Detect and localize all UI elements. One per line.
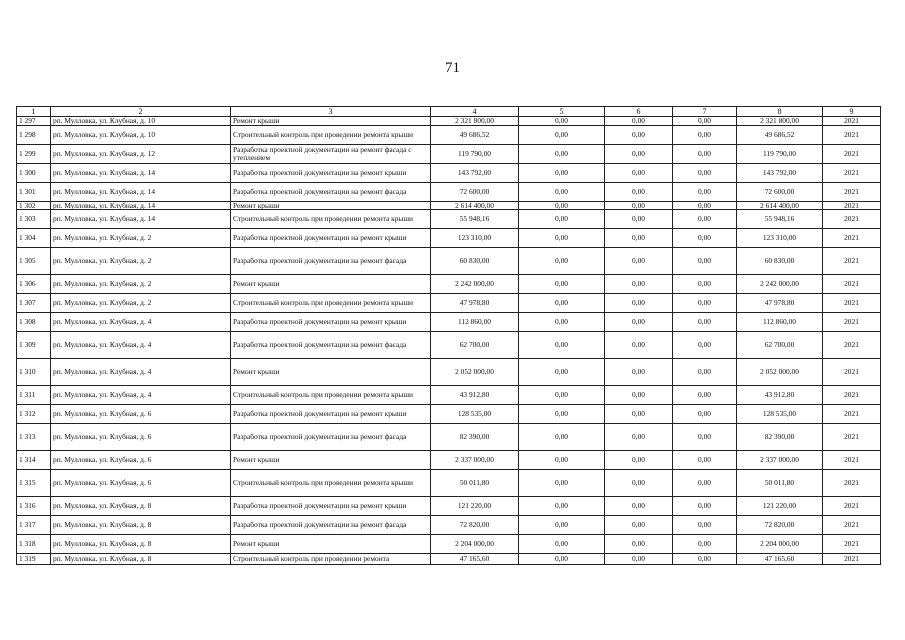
row-number-cell: 1 318 (17, 535, 51, 554)
column-6-cell: 0,00 (605, 201, 673, 210)
column-8-cell: 72 820,00 (737, 516, 823, 535)
column-7-cell: 0,00 (673, 275, 737, 294)
total-cost-cell: 72 600,00 (431, 182, 519, 201)
work-type-cell: Ремонт крыши (231, 451, 431, 470)
column-7-cell: 0,00 (673, 182, 737, 201)
column-5-cell: 0,00 (519, 201, 605, 210)
column-6-cell: 0,00 (605, 405, 673, 424)
work-type-cell: Строительный контроль при проведении ремонта (231, 554, 431, 565)
total-cost-cell: 47 978,80 (431, 294, 519, 313)
address-cell: рп. Мулловка, ул. Клубная, д. 4 (51, 313, 231, 332)
column-6-cell: 0,00 (605, 117, 673, 126)
year-cell: 2021 (823, 424, 881, 451)
address-cell: рп. Мулловка, ул. Клубная, д. 14 (51, 210, 231, 229)
work-type-cell: Разработка проектной документации на ремонт фасада (231, 248, 431, 275)
column-5-cell: 0,00 (519, 313, 605, 332)
total-cost-cell: 47 165,60 (431, 554, 519, 565)
column-6-cell: 0,00 (605, 535, 673, 554)
column-5-cell: 0,00 (519, 210, 605, 229)
column-7-cell: 0,00 (673, 294, 737, 313)
column-7-cell: 0,00 (673, 229, 737, 248)
column-6-cell: 0,00 (605, 451, 673, 470)
table-row (17, 516, 881, 535)
column-8-cell: 2 242 000,00 (737, 275, 823, 294)
column-7-cell: 0,00 (673, 313, 737, 332)
column-5-cell: 0,00 (519, 163, 605, 182)
column-8-cell: 119 790,00 (737, 144, 823, 163)
address-cell: рп. Мулловка, ул. Клубная, д. 6 (51, 405, 231, 424)
row-number-cell: 1 308 (17, 313, 51, 332)
year-cell: 2021 (823, 470, 881, 497)
column-7-cell: 0,00 (673, 554, 737, 565)
column-6-cell: 0,00 (605, 294, 673, 313)
address-cell: рп. Мулловка, ул. Клубная, д. 2 (51, 294, 231, 313)
work-type-cell: Строительный контроль при проведении ремонта крыши (231, 210, 431, 229)
address-cell: рп. Мулловка, ул. Клубная, д. 6 (51, 424, 231, 451)
table-row (17, 144, 881, 163)
year-cell: 2021 (823, 229, 881, 248)
column-8-cell: 121 220,00 (737, 497, 823, 516)
address-cell: рп. Мулловка, ул. Клубная, д. 12 (51, 144, 231, 163)
year-cell: 2021 (823, 497, 881, 516)
column-5-cell: 0,00 (519, 125, 605, 144)
column-6-cell: 0,00 (605, 332, 673, 359)
column-5-cell: 0,00 (519, 182, 605, 201)
column-8-cell: 82 390,00 (737, 424, 823, 451)
column-8-cell: 112 860,00 (737, 313, 823, 332)
address-cell: рп. Мулловка, ул. Клубная, д. 6 (51, 470, 231, 497)
row-number-cell: 1 315 (17, 470, 51, 497)
table-row (17, 332, 881, 359)
column-6-cell: 0,00 (605, 144, 673, 163)
year-cell: 2021 (823, 332, 881, 359)
row-number-cell: 1 310 (17, 359, 51, 386)
column-7-cell: 0,00 (673, 386, 737, 405)
year-cell: 2021 (823, 535, 881, 554)
table-row (17, 294, 881, 313)
table-row (17, 470, 881, 497)
total-cost-cell: 119 790,00 (431, 144, 519, 163)
work-type-cell: Разработка проектной документации на ремонт крыши (231, 313, 431, 332)
column-7-cell: 0,00 (673, 248, 737, 275)
row-number-cell: 1 312 (17, 405, 51, 424)
year-cell: 2021 (823, 144, 881, 163)
year-cell: 2021 (823, 201, 881, 210)
table-row (17, 182, 881, 201)
row-number-cell: 1 302 (17, 201, 51, 210)
column-6-cell: 0,00 (605, 386, 673, 405)
row-number-cell: 1 300 (17, 163, 51, 182)
column-7-cell: 0,00 (673, 163, 737, 182)
address-cell: рп. Мулловка, ул. Клубная, д. 8 (51, 516, 231, 535)
column-6-cell: 0,00 (605, 210, 673, 229)
header-cell: 5 (519, 107, 605, 117)
address-cell: рп. Мулловка, ул. Клубная, д. 8 (51, 554, 231, 565)
table-row (17, 163, 881, 182)
table-header (17, 107, 881, 117)
header-cell: 3 (231, 107, 431, 117)
year-cell: 2021 (823, 210, 881, 229)
year-cell: 2021 (823, 554, 881, 565)
column-5-cell: 0,00 (519, 554, 605, 565)
address-cell: рп. Мулловка, ул. Клубная, д. 4 (51, 386, 231, 405)
year-cell: 2021 (823, 117, 881, 126)
column-8-cell: 47 978,80 (737, 294, 823, 313)
table-row (17, 386, 881, 405)
work-type-cell: Ремонт крыши (231, 117, 431, 126)
work-type-cell: Ремонт крыши (231, 359, 431, 386)
header-cell: 7 (673, 107, 737, 117)
work-type-cell: Строительный контроль при проведении ремонта крыши (231, 125, 431, 144)
column-6-cell: 0,00 (605, 359, 673, 386)
year-cell: 2021 (823, 163, 881, 182)
row-number-cell: 1 299 (17, 144, 51, 163)
column-8-cell: 2 204 000,00 (737, 535, 823, 554)
column-7-cell: 0,00 (673, 424, 737, 451)
header-cell: 8 (737, 107, 823, 117)
address-cell: рп. Мулловка, ул. Клубная, д. 14 (51, 201, 231, 210)
year-cell: 2021 (823, 275, 881, 294)
table-row (17, 405, 881, 424)
row-number-cell: 1 305 (17, 248, 51, 275)
column-7-cell: 0,00 (673, 405, 737, 424)
column-5-cell: 0,00 (519, 332, 605, 359)
column-6-cell: 0,00 (605, 424, 673, 451)
address-cell: рп. Мулловка, ул. Клубная, д. 2 (51, 275, 231, 294)
column-6-cell: 0,00 (605, 248, 673, 275)
total-cost-cell: 2 321 800,00 (431, 117, 519, 126)
total-cost-cell: 2 614 400,00 (431, 201, 519, 210)
column-7-cell: 0,00 (673, 497, 737, 516)
column-6-cell: 0,00 (605, 470, 673, 497)
total-cost-cell: 50 011,80 (431, 470, 519, 497)
address-cell: рп. Мулловка, ул. Клубная, д. 14 (51, 182, 231, 201)
work-type-cell: Разработка проектной документации на ремонт крыши (231, 405, 431, 424)
row-number-cell: 1 298 (17, 125, 51, 144)
column-7-cell: 0,00 (673, 470, 737, 497)
address-cell: рп. Мулловка, ул. Клубная, д. 14 (51, 163, 231, 182)
header-cell: 2 (51, 107, 231, 117)
table-row (17, 229, 881, 248)
total-cost-cell: 55 948,16 (431, 210, 519, 229)
header-cell: 1 (17, 107, 51, 117)
total-cost-cell: 2 242 000,00 (431, 275, 519, 294)
column-7-cell: 0,00 (673, 144, 737, 163)
column-5-cell: 0,00 (519, 405, 605, 424)
row-number-cell: 1 304 (17, 229, 51, 248)
column-5-cell: 0,00 (519, 359, 605, 386)
row-number-cell: 1 316 (17, 497, 51, 516)
year-cell: 2021 (823, 313, 881, 332)
column-8-cell: 43 912,80 (737, 386, 823, 405)
column-8-cell: 123 310,00 (737, 229, 823, 248)
work-type-cell: Разработка проектной документации на ремонт крыши (231, 163, 431, 182)
row-number-cell: 1 303 (17, 210, 51, 229)
column-6-cell: 0,00 (605, 125, 673, 144)
column-6-cell: 0,00 (605, 275, 673, 294)
column-7-cell: 0,00 (673, 117, 737, 126)
total-cost-cell: 112 860,00 (431, 313, 519, 332)
table-row (17, 248, 881, 275)
column-7-cell: 0,00 (673, 201, 737, 210)
header-cell: 6 (605, 107, 673, 117)
work-type-cell: Ремонт крыши (231, 535, 431, 554)
table-row (17, 313, 881, 332)
total-cost-cell: 62 700,00 (431, 332, 519, 359)
column-8-cell: 47 165,60 (737, 554, 823, 565)
column-5-cell: 0,00 (519, 451, 605, 470)
work-type-cell: Разработка проектной документации на ремонт фасада (231, 424, 431, 451)
page-number: 71 (445, 60, 460, 76)
column-8-cell: 72 600,00 (737, 182, 823, 201)
column-8-cell: 2 052 000,00 (737, 359, 823, 386)
address-cell: рп. Мулловка, ул. Клубная, д. 10 (51, 125, 231, 144)
address-cell: рп. Мулловка, ул. Клубная, д. 6 (51, 451, 231, 470)
column-6-cell: 0,00 (605, 182, 673, 201)
work-type-cell: Ремонт крыши (231, 201, 431, 210)
year-cell: 2021 (823, 451, 881, 470)
column-5-cell: 0,00 (519, 275, 605, 294)
work-type-cell: Строительный контроль при проведении ремонта крыши (231, 294, 431, 313)
work-type-cell: Разработка проектной документации на ремонт фасада (231, 516, 431, 535)
column-7-cell: 0,00 (673, 210, 737, 229)
column-5-cell: 0,00 (519, 117, 605, 126)
total-cost-cell: 49 686,52 (431, 125, 519, 144)
column-7-cell: 0,00 (673, 535, 737, 554)
column-6-cell: 0,00 (605, 229, 673, 248)
column-5-cell: 0,00 (519, 424, 605, 451)
table-row (17, 210, 881, 229)
table-row (17, 554, 881, 565)
work-type-cell: Строительный контроль при проведении ремонта крыши (231, 386, 431, 405)
column-6-cell: 0,00 (605, 313, 673, 332)
column-8-cell: 60 830,00 (737, 248, 823, 275)
column-8-cell: 128 535,00 (737, 405, 823, 424)
table-row (17, 424, 881, 451)
column-7-cell: 0,00 (673, 359, 737, 386)
column-8-cell: 49 686,52 (737, 125, 823, 144)
year-cell: 2021 (823, 405, 881, 424)
address-cell: рп. Мулловка, ул. Клубная, д. 2 (51, 248, 231, 275)
header-cell: 9 (823, 107, 881, 117)
table-row (17, 275, 881, 294)
total-cost-cell: 43 912,80 (431, 386, 519, 405)
year-cell: 2021 (823, 248, 881, 275)
column-5-cell: 0,00 (519, 229, 605, 248)
address-cell: рп. Мулловка, ул. Клубная, д. 4 (51, 332, 231, 359)
column-6-cell: 0,00 (605, 516, 673, 535)
total-cost-cell: 123 310,00 (431, 229, 519, 248)
column-8-cell: 2 321 800,00 (737, 117, 823, 126)
work-type-cell: Разработка проектной документации на ремонт фасада (231, 332, 431, 359)
work-type-cell: Разработка проектной документации на ремонт крыши (231, 497, 431, 516)
year-cell: 2021 (823, 182, 881, 201)
column-8-cell: 62 700,00 (737, 332, 823, 359)
total-cost-cell: 128 535,00 (431, 405, 519, 424)
table-row (17, 117, 881, 126)
table-row (17, 451, 881, 470)
column-8-cell: 55 948,16 (737, 210, 823, 229)
address-cell: рп. Мулловка, ул. Клубная, д. 2 (51, 229, 231, 248)
column-8-cell: 2 337 000,00 (737, 451, 823, 470)
row-number-cell: 1 297 (17, 117, 51, 126)
row-number-cell: 1 309 (17, 332, 51, 359)
column-6-cell: 0,00 (605, 554, 673, 565)
table-row (17, 125, 881, 144)
column-8-cell: 2 614 400,00 (737, 201, 823, 210)
total-cost-cell: 60 830,00 (431, 248, 519, 275)
row-number-cell: 1 313 (17, 424, 51, 451)
total-cost-cell: 2 204 000,00 (431, 535, 519, 554)
row-number-cell: 1 306 (17, 275, 51, 294)
work-type-cell: Разработка проектной документации на ремонт фасада с утеплением (231, 144, 431, 163)
repair-schedule-table (16, 106, 881, 565)
total-cost-cell: 143 792,00 (431, 163, 519, 182)
column-5-cell: 0,00 (519, 144, 605, 163)
total-cost-cell: 121 220,00 (431, 497, 519, 516)
total-cost-cell: 2 337 000,00 (431, 451, 519, 470)
table-row (17, 497, 881, 516)
table-row (17, 535, 881, 554)
table-body (17, 117, 881, 565)
address-cell: рп. Мулловка, ул. Клубная, д. 4 (51, 359, 231, 386)
column-7-cell: 0,00 (673, 516, 737, 535)
row-number-cell: 1 307 (17, 294, 51, 313)
column-5-cell: 0,00 (519, 497, 605, 516)
address-cell: рп. Мулловка, ул. Клубная, д. 8 (51, 497, 231, 516)
row-number-cell: 1 301 (17, 182, 51, 201)
column-5-cell: 0,00 (519, 294, 605, 313)
work-type-cell: Ремонт крыши (231, 275, 431, 294)
column-5-cell: 0,00 (519, 248, 605, 275)
total-cost-cell: 2 052 000,00 (431, 359, 519, 386)
table-row (17, 359, 881, 386)
column-8-cell: 143 792,00 (737, 163, 823, 182)
column-7-cell: 0,00 (673, 332, 737, 359)
work-type-cell: Разработка проектной документации на ремонт фасада (231, 182, 431, 201)
column-5-cell: 0,00 (519, 470, 605, 497)
column-7-cell: 0,00 (673, 451, 737, 470)
row-number-cell: 1 311 (17, 386, 51, 405)
row-number-cell: 1 319 (17, 554, 51, 565)
column-8-cell: 50 011,80 (737, 470, 823, 497)
address-cell: рп. Мулловка, ул. Клубная, д. 8 (51, 535, 231, 554)
column-5-cell: 0,00 (519, 516, 605, 535)
year-cell: 2021 (823, 386, 881, 405)
work-type-cell: Разработка проектной документации на ремонт крыши (231, 229, 431, 248)
year-cell: 2021 (823, 359, 881, 386)
row-number-cell: 1 314 (17, 451, 51, 470)
header-row (17, 107, 881, 117)
column-6-cell: 0,00 (605, 497, 673, 516)
table-row (17, 201, 881, 210)
year-cell: 2021 (823, 125, 881, 144)
column-5-cell: 0,00 (519, 535, 605, 554)
address-cell: рп. Мулловка, ул. Клубная, д. 10 (51, 117, 231, 126)
column-7-cell: 0,00 (673, 125, 737, 144)
year-cell: 2021 (823, 294, 881, 313)
work-type-cell: Строительный контроль при проведении ремонта крыши (231, 470, 431, 497)
row-number-cell: 1 317 (17, 516, 51, 535)
total-cost-cell: 82 390,00 (431, 424, 519, 451)
column-6-cell: 0,00 (605, 163, 673, 182)
header-cell: 4 (431, 107, 519, 117)
total-cost-cell: 72 820,00 (431, 516, 519, 535)
column-5-cell: 0,00 (519, 386, 605, 405)
year-cell: 2021 (823, 516, 881, 535)
